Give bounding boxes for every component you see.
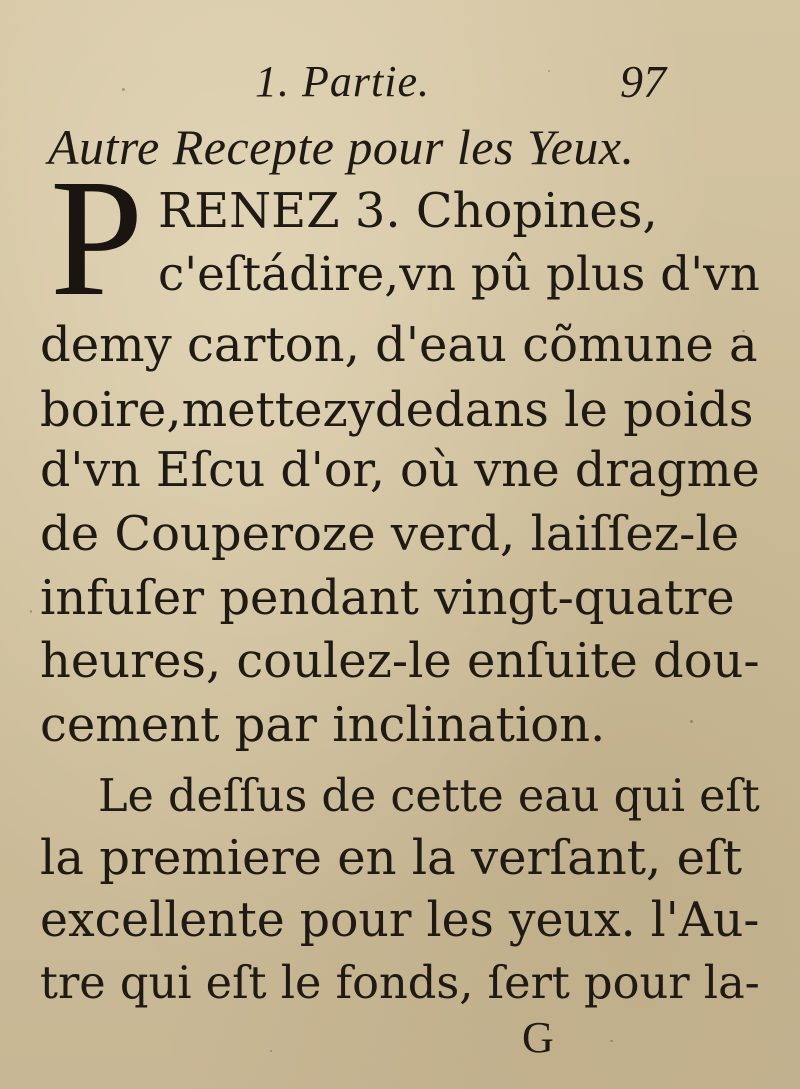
text-line: heures, coulez-le enſuite dou- [40, 634, 760, 689]
paper-speck [270, 1050, 272, 1052]
text-line: de Couperoze verd, laiſſez-le [40, 506, 740, 562]
text-line: Le deſſus de cette eau qui eſt [98, 771, 760, 822]
signature-mark: G [522, 1013, 554, 1062]
text-line: RENEZ 3. Chopines, [158, 183, 658, 239]
paper-speck [690, 720, 693, 723]
text-line: boire,mettezydedans le poids [40, 382, 754, 438]
paper-speck [30, 610, 32, 613]
page-number: 97 [620, 56, 666, 107]
text-line: demy carton, d'eau cõmune a [40, 317, 758, 373]
section-title: Autre Recepte pour les Yeux. [48, 119, 635, 175]
running-head [0, 52, 800, 112]
text-line: infuſer pendant vingt-quatre [40, 570, 735, 626]
text-line: tre qui eſt le fonds, ſert pour la- [40, 957, 760, 1009]
text-line: excellente pour les yeux. l'Au- [40, 893, 760, 948]
text-line: c'eſtádire,vn pû plus d'vn [158, 247, 760, 302]
text-line: cement par inclination. [40, 697, 606, 753]
text-line: d'vn Eſcu d'or, où vne dragme [40, 443, 760, 498]
paper-speck [610, 1040, 613, 1042]
part-heading: 1. Partie. [255, 57, 430, 106]
text-line: la premiere en la verſant, eſt [40, 830, 743, 886]
drop-cap: P [50, 145, 144, 331]
